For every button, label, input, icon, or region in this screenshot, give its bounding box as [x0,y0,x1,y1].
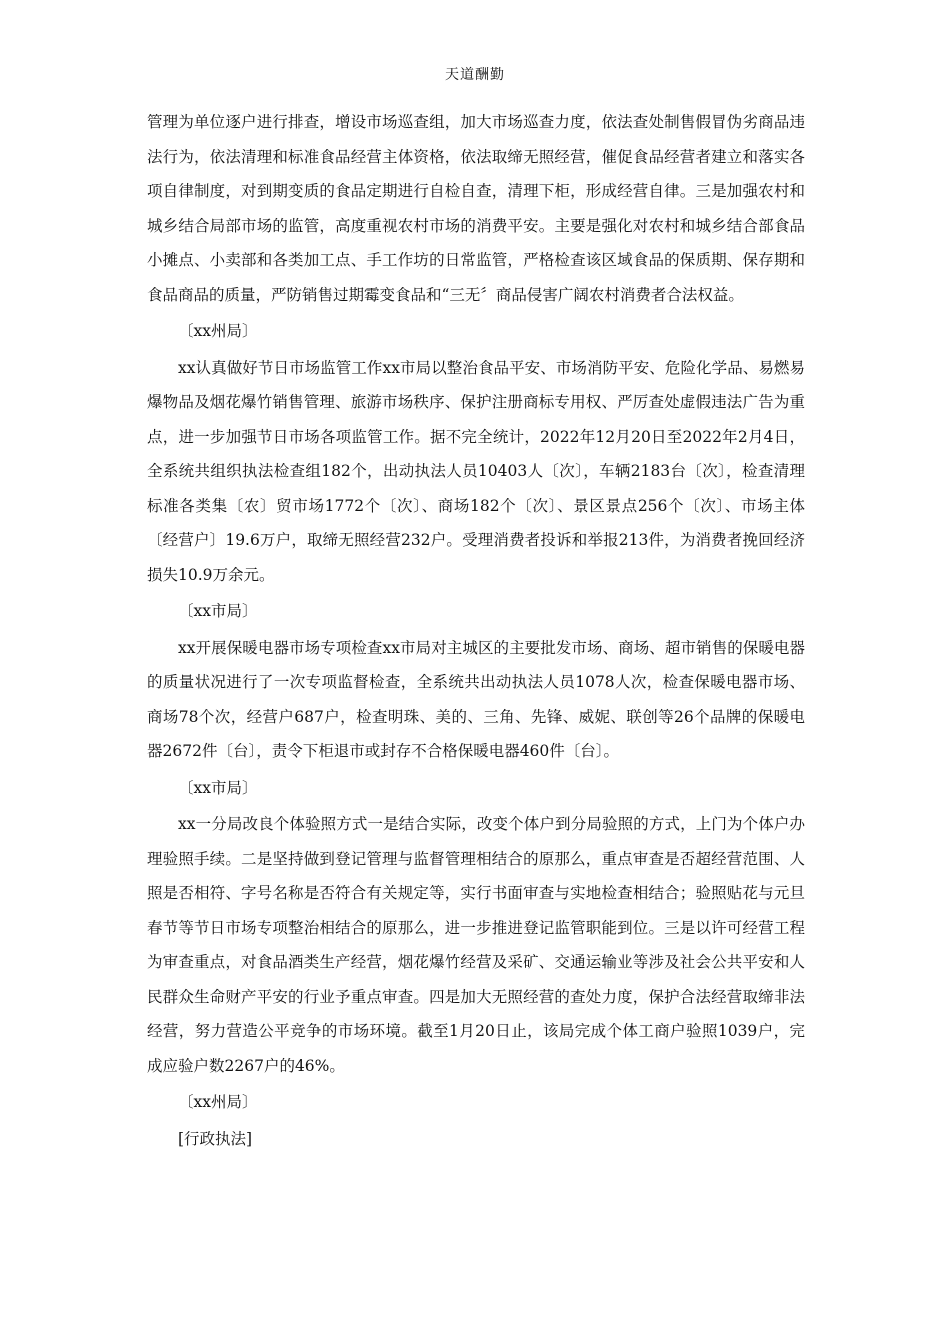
source-attribution: 〔xx市局〕 [178,602,258,620]
section-heading: [行政执法] [178,1129,253,1148]
source-attribution: 〔xx市局〕 [178,778,258,797]
paragraph-heater-inspection: xx开展保暖电器市场专项检查xx市局对主城区的主要批发市场、商场、超市销售的保暖电器的质量状况进行了一次专项监督检查，全系统共出动执法人员1078人次，检查保暖电器市场、商场78个次，经营户687户，检查明珠、美的、三角、先锋、威妮、联创等26个品牌的保暖电器2672件〔台〕，责令下柜退市或封存不合格保暖电器460件〔台〕。 [147,638,805,760]
source-attribution: 〔xx州局〕 [178,322,258,340]
source-attribution: 〔xx州局〕 [178,1093,258,1111]
paragraph-holiday-market: xx认真做好节日市场监管工作xx市局以整治食品平安、市场消防平安、危险化学品、易燃易爆物品及烟花爆竹销售管理、旅游市场秩序、保护注册商标专用权、严厉查处虚假违法广告为重点，进一步加强节日市场各项监管工作。据不完全统计，2022年12月20日至2022年2月4日，全系统共组织执法检查组182个，出动执法人员10403人〔次〕，车辆2183台〔次〕，检查清理标准各类集〔农〕贸市场1772个〔次〕、商场182个〔次〕、景区景点256个〔次〕、市场主体〔经营户〕19.6万户，取缔无照经营232户。受理消费者投诉和举报213件，为消费者挽回经济损失10.9万余元。 [147,358,805,584]
paragraph-continuation: 管理为单位逐户进行排查，增设市场巡查组，加大市场巡查力度，依法查处制售假冒伪劣商品违法行为，依法清理和标准食品经营主体资格，依法取缔无照经营，催促食品经营者建立和落实各项自律制度，对到期变质的食品定期进行自检自查，清理下柜，形成经营自律。三是加强农村和城乡结合局部市场的监管，高度重视农村市场的消费平安。主要是强化对农村和城乡结合部食品小摊点、小卖部和各类加工点、手工作坊的日常监管，严格检查该区域食品的保质期、保存期和食品商品的质量，严防销售过期霉变食品和“三无〞商品侵害广阔农村消费者合法权益。 [147,113,805,304]
paragraph-license-check: xx一分局改良个体验照方式一是结合实际，改变个体户到分局验照的方式，上门为个体户办理验照手续。二是坚持做到登记管理与监督管理相结合的原那么，重点审查是否超经营范围、人照是否相符、字号名称是否符合有关规定等，实行书面审查与实地检查相结合；验照贴花与元旦春节等节日市场专项整治相结合的原那么，进一步推进登记监管职能到位。三是以许可经营工程为审查重点，对食品酒类生产经营，烟花爆竹经营及采矿、交通运输业等涉及社会公共平安和人民群众生命财产平安的行业予重点审查。四是加大无照经营的查处力度，保护合法经营取缔非法经营，努力营造公平竞争的市场环境。截至1月20日止，该局完成个体工商户验照1039户，完成应验户数2267户的46%。 [147,815,805,1075]
page-header: 天道酬勤 [445,67,505,83]
document-body [147,105,805,1156]
